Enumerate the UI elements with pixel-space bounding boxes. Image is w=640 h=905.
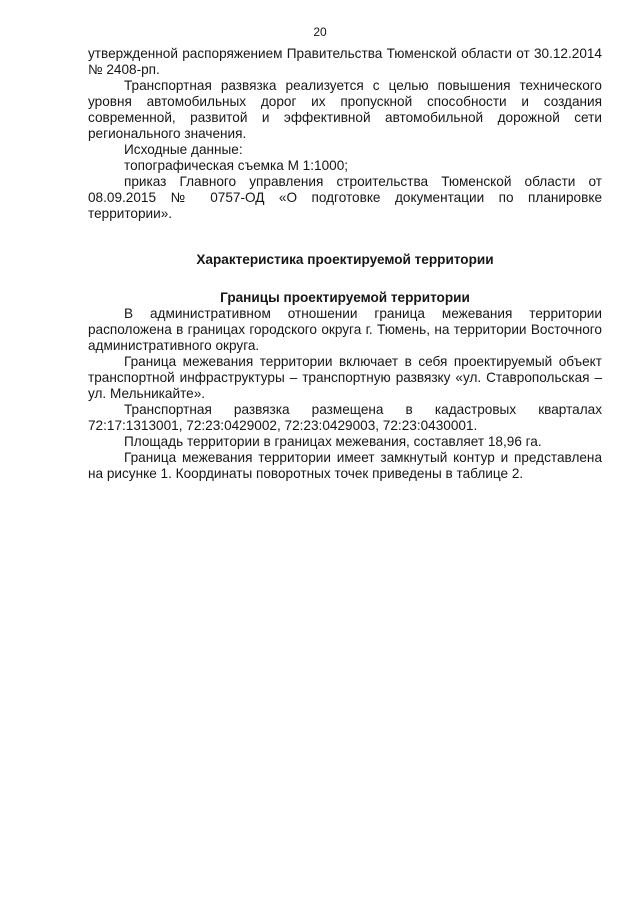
paragraph-source-data-label: Исходные данные: bbox=[124, 142, 243, 157]
page-number: 20 bbox=[313, 25, 327, 39]
paragraph-topographic-survey: топографическая съемка М 1:1000; bbox=[124, 158, 349, 173]
heading-territory-characteristics: Характеристика проектируемой территории bbox=[196, 252, 494, 267]
paragraph-area: Площадь территории в границах межевания, составляет 18,96 га. bbox=[124, 434, 542, 449]
paragraph-order: приказ Главного управления строительства Тюменской области от 08.09.2015 № 0757-ОД «О подготовке документации по планировке территории». bbox=[88, 174, 602, 221]
paragraph-administrative-location: В административном отношении граница межевания территории расположена в границах городского округа г. Тюмень, на территории Восточного административного округа. bbox=[88, 306, 602, 353]
paragraph-cadastral-quarters: Транспортная развязка размещена в кадастровых кварталах 72:17:1313001, 72:23:0429002, 72:23:0429003, 72:23:0430001. bbox=[88, 402, 602, 433]
paragraph-boundary-contour: Граница межевания территории имеет замкнутый контур и представлена на рисунке 1. Координаты поворотных точек приведены в таблице 2. bbox=[88, 450, 602, 481]
paragraph-approval-continuation: утвержденной распоряжением Правительства Тюменской области от 30.12.2014 № 2408-рп. bbox=[88, 46, 602, 77]
paragraph-purpose: Транспортная развязка реализуется с целью повышения технического уровня автомобильных дорог их пропускной способности и создания современной, развитой и эффективной автомобильной дорожной сети регионального значения. bbox=[88, 78, 602, 141]
page-content bbox=[88, 46, 602, 482]
heading-territory-boundaries: Границы проектируемой территории bbox=[220, 290, 470, 305]
paragraph-boundary-includes: Граница межевания территории включает в себя проектируемый объект транспортной инфраструктуры – транспортную развязку «ул. Ставропольская – ул. Мельникайте». bbox=[88, 354, 602, 401]
